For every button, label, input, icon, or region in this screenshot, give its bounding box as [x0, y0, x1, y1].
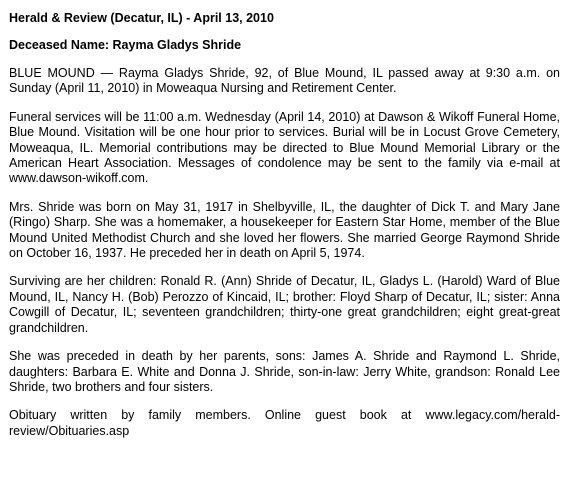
paragraph-survivors: Surviving are her children: Ronald R. (Ann) Shride of Decatur, IL, Gladys L. (Harold) Ward of Blue Mound, IL, Nancy H. (Bob) Perozzo of Kincaid, IL; brother: Floyd Sharp of Decatur, IL; sister: Anna Cowgill of Decatur, IL; seventeen grandchildren; thirty-one great grandchildren; eight great-great grandchildren. — [9, 274, 560, 335]
paragraph-death-notice: BLUE MOUND — Rayma Gladys Shride, 92, of Blue Mound, IL passed away at 9:30 a.m. on Sunday (April 11, 2010) in Moweaqua Nursing and Retirement Center. — [9, 66, 560, 96]
paragraph-biography: Mrs. Shride was born on May 31, 1917 in Shelbyville, IL, the daughter of Dick T. and Mary Jane (Ringo) Sharp. She was a homemaker, a housekeeper for Eastern Star Home, member of the Blue Mound United Methodist Church and she loved her flowers. She married George Raymond Shride on October 16, 1937. He preceded her in death on April 5, 1974. — [9, 199, 560, 261]
paragraph-author-note: Obituary written by family members. Online guest book at www.legacy.com/herald-review/Obituaries.asp — [9, 408, 560, 438]
paragraph-preceded-in-death: She was preceded in death by her parents, sons: James A. Shride and Raymond L. Shride, daughters: Barbara E. White and Donna J. Shride, son-in-law: Jerry White, grandson: Ronald Lee Shride, two brothers and four sisters. — [9, 349, 560, 394]
deceased-name-header: Deceased Name: Rayma Gladys Shride — [9, 38, 242, 52]
source-header: Herald & Review (Decatur, IL) - April 13, 2010 — [9, 11, 274, 25]
paragraph-funeral-services: Funeral services will be 11:00 a.m. Wednesday (April 14, 2010) at Dawson & Wikoff Funeral Home, Blue Mound. Visitation will be one hour prior to services. Burial will be in Locust Grove Cemetery, Moweaqua, IL. Memorial contributions may be directed to Blue Mound Memorial Library or the American Heart Association. Messages of condolence may be sent to the family via e-mail at www.dawson-wikoff.com. — [9, 109, 560, 186]
